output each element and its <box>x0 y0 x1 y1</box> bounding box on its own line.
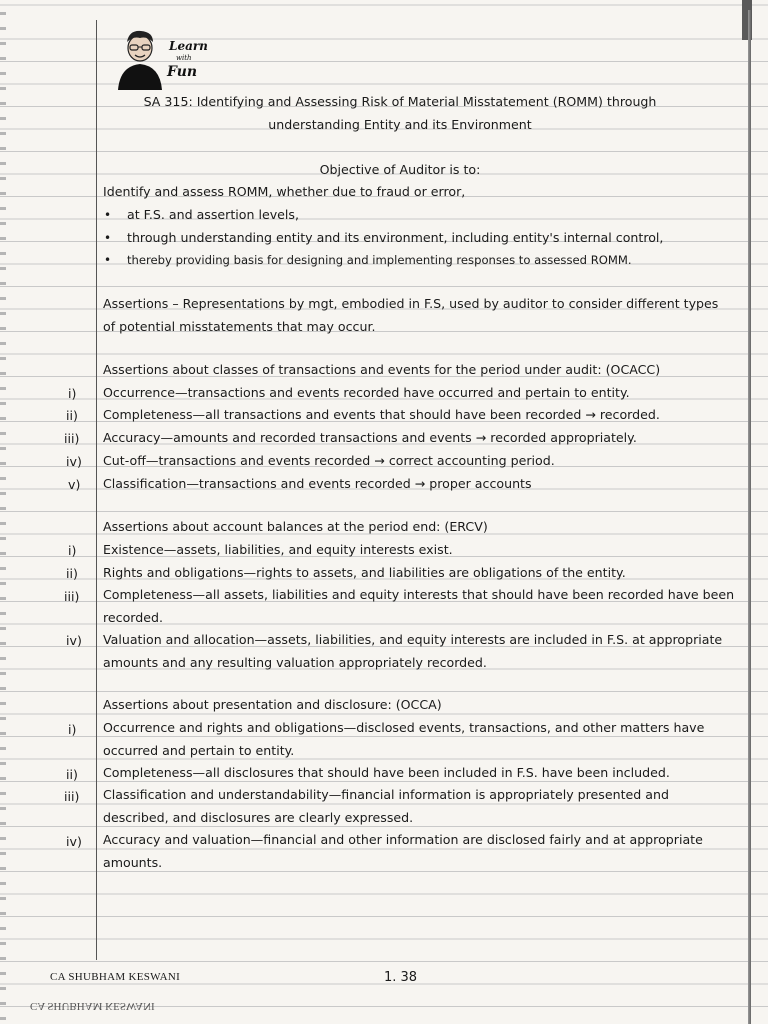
svg-text:Learn: Learn <box>169 39 208 53</box>
section1-item-text: Cut-off—transactions and events recorded → correct accounting period. <box>103 453 555 468</box>
objective-bullet-1: at F.S. and assertion levels, <box>127 207 299 222</box>
section1-item-number: iv) <box>66 454 82 469</box>
section1-heading: Assertions about classes of transactions and events for the period under audit: (OCACC) <box>103 362 661 377</box>
section3-item-number: iv) <box>66 834 82 849</box>
section2-item-number: iii) <box>64 589 80 604</box>
objective-bullet-2: through understanding entity and its environment, including entity's internal control, <box>127 230 664 245</box>
section2-item-text: Rights and obligations—rights to assets, and liabilities are obligations of the entity. <box>103 565 626 580</box>
objective-bullet-3: thereby providing basis for designing and implementing responses to assessed ROMM. <box>127 253 632 267</box>
section2-item-text: Valuation and allocation—assets, liabilities, and equity interests are included in F.S. at appropriate <box>103 632 723 647</box>
objective-intro: Identify and assess ROMM, whether due to fraud or error, <box>103 184 466 199</box>
section3-item-number: iii) <box>64 789 80 804</box>
margin-line <box>96 20 97 960</box>
section3-item-text: Completeness—all disclosures that should have been included in F.S. have been included. <box>103 765 670 780</box>
section3-heading: Assertions about presentation and disclosure: (OCCA) <box>103 697 442 712</box>
title-line-1: SA 315: Identifying and Assessing Risk of Material Misstatement (ROMM) through <box>143 94 657 109</box>
bullet-dot: • <box>104 208 112 222</box>
binding-edge <box>0 0 6 1024</box>
section1-item-number: ii) <box>66 408 78 423</box>
section1-item-text: Occurrence—transactions and events recorded have occurred and pertain to entity. <box>103 385 630 400</box>
section2-item-number: ii) <box>66 566 78 581</box>
section2-item-number: i) <box>68 543 77 558</box>
assertions-definition-line-2: of potential misstatements that may occur. <box>103 319 376 334</box>
bullet-dot: • <box>104 253 112 267</box>
section2-item-number: iv) <box>66 633 82 648</box>
section3-item-continuation: occurred and pertain to entity. <box>103 743 295 758</box>
section3-item-number: ii) <box>66 767 78 782</box>
section1-item-number: v) <box>68 477 81 492</box>
page-edge <box>748 10 751 1024</box>
section3-item-continuation: described, and disclosures are clearly expressed. <box>103 810 414 825</box>
section3-item-continuation: amounts. <box>103 855 163 870</box>
section1-item-number: iii) <box>64 431 80 446</box>
learn-with-fun-logo <box>116 26 208 90</box>
section1-item-number: i) <box>68 386 77 401</box>
page-number: 1. 38 <box>384 970 418 985</box>
section2-item-text: Existence—assets, liabilities, and equity interests exist. <box>103 542 453 557</box>
author-name: CA SHUBHAM KESWANI <box>50 971 181 983</box>
section1-item-text: Accuracy—amounts and recorded transactions and events → recorded appropriately. <box>103 430 637 445</box>
title-line-2: understanding Entity and its Environment <box>268 117 532 132</box>
section2-item-continuation: recorded. <box>103 610 163 625</box>
section2-item-continuation: amounts and any resulting valuation appropriately recorded. <box>103 655 487 670</box>
svg-text:Fun: Fun <box>167 64 198 80</box>
bleed-through-author: CA SHUBHAM KESWANI <box>30 1000 155 1012</box>
section3-item-text: Accuracy and valuation—financial and other information are disclosed fairly and at appropriate <box>103 832 703 847</box>
section1-item-text: Completeness—all transactions and events that should have been recorded → recorded. <box>103 407 660 422</box>
bullet-dot: • <box>104 231 112 245</box>
assertions-definition-line-1: Assertions – Representations by mgt, embodied in F.S, used by auditor to consider different types <box>103 296 719 311</box>
objective-heading: Objective of Auditor is to: <box>319 162 481 177</box>
section2-item-text: Completeness—all assets, liabilities and equity interests that should have been recorded have been <box>103 587 735 602</box>
section2-heading: Assertions about account balances at the period end: (ERCV) <box>103 519 488 534</box>
section3-item-text: Classification and understandability—financial information is appropriately presented and <box>103 787 669 802</box>
section3-item-text: Occurrence and rights and obligations—disclosed events, transactions, and other matters have <box>103 720 705 735</box>
section1-item-text: Classification—transactions and events recorded → proper accounts <box>103 476 532 491</box>
svg-text:with: with <box>176 54 192 62</box>
section3-item-number: i) <box>68 722 77 737</box>
